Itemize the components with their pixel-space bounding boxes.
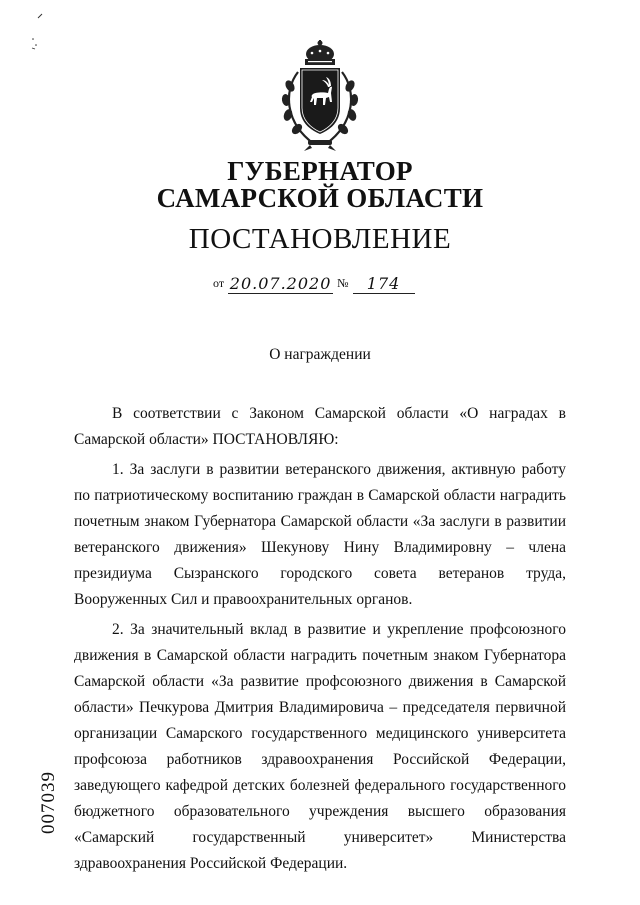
issuer-title-line2: САМАРСКОЙ ОБЛАСТИ — [156, 183, 484, 213]
document-body — [74, 401, 566, 881]
document-number: 174 — [353, 275, 415, 294]
document-type: ПОСТАНОВЛЕНИЕ — [188, 223, 452, 255]
body-paragraph-2: 2. За значительный вклад в развитие и укрепление профсоюзного движения в Самарской области наградить почетным знаком Губернатора Самарской области «За развитие профсоюзного движения в Самарской области» Печкурова Дмитрия Владимировича – председателя первичной организации Самарского государственного медицинского университета профсоюза работников здравоохранения Российской Федерации, заведующего кафедрой детских болезней федерального государственного бюджетного образовательного учреждения высшего образования «Самарский государственный университет» Министерства здравоохранения Российской Федерации. — [74, 621, 566, 872]
number-label: № — [337, 276, 349, 290]
date-from-label: от — [213, 276, 225, 290]
samara-coat-of-arms-icon — [270, 40, 370, 152]
document-subject: О награждении — [269, 346, 371, 363]
date-number-line — [213, 272, 443, 294]
body-paragraph-preamble: В соответствии с Законом Самарской области «О наградах в Самарской области» ПОСТАНОВЛЯЮ: — [74, 405, 566, 448]
side-serial-number: 007039 — [38, 771, 59, 834]
document-date: 20.07.2020 — [229, 274, 332, 293]
scan-mark-icon — [30, 12, 44, 52]
body-paragraph-1: 1. За заслуги в развитии ветеранского движения, активную работу по патриотическому воспитанию граждан в Самарской области наградить почетным знаком Губернатора Самарской области «За заслуги в развитии ветеранского движения» Шекунову Нину Владимировну – члена президиума Сызранского городского совета ветеранов труда, Вооруженных Сил и правоохранительных органов. — [74, 461, 566, 608]
issuer-title-line1: ГУБЕРНАТОР — [227, 156, 413, 186]
